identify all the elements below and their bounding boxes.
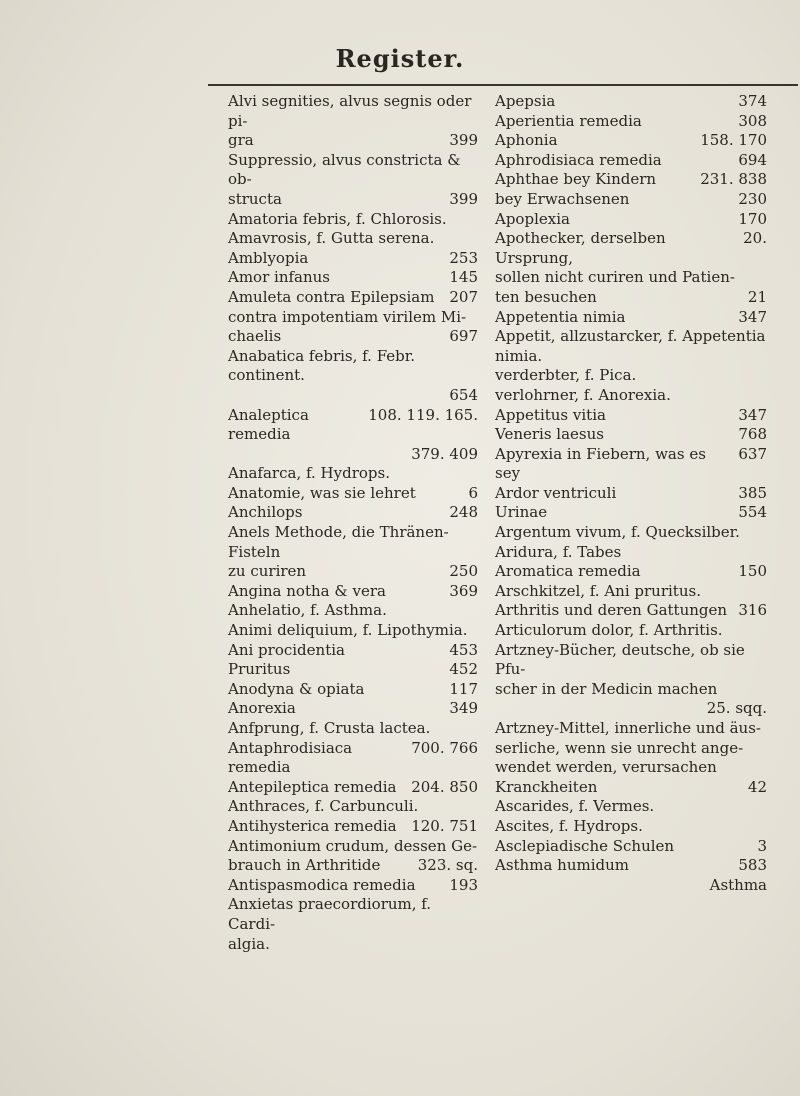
index-entry bbox=[495, 347, 767, 367]
index-entry bbox=[495, 484, 767, 504]
entry-page-ref: 554 bbox=[738, 503, 767, 522]
entry-page-ref: 369 bbox=[449, 581, 478, 600]
index-entry bbox=[495, 719, 767, 739]
index-entry bbox=[495, 210, 767, 230]
index-entry bbox=[495, 543, 767, 563]
entry-page-ref: 399 bbox=[449, 131, 478, 150]
entry-term: Anthraces, f. Carbunculi. bbox=[228, 797, 419, 816]
entry-page-ref: 694 bbox=[738, 150, 767, 169]
entry-term: Ardor ventriculi bbox=[495, 483, 617, 502]
index-entry bbox=[495, 386, 767, 406]
entry-term: Aridura, f. Tabes bbox=[495, 542, 622, 561]
index-entry bbox=[228, 308, 478, 328]
entry-term: Apothecker, derselben Ursprung, bbox=[495, 229, 666, 267]
index-entry bbox=[495, 190, 767, 210]
entry-term: algia. bbox=[228, 934, 270, 953]
entry-page-ref: 453 bbox=[449, 640, 478, 659]
index-entry bbox=[228, 856, 478, 876]
entry-term: Anels Methode, die Thränen-Fisteln bbox=[228, 523, 449, 561]
index-column-right bbox=[495, 92, 767, 895]
entry-page-ref: 347 bbox=[738, 405, 767, 424]
index-entry bbox=[495, 151, 767, 171]
entry-page-ref: 204. 850 bbox=[411, 777, 478, 796]
entry-term: Ascites, f. Hydrops. bbox=[495, 816, 643, 835]
entry-term: Anorexia bbox=[228, 699, 296, 718]
entry-term: Antispasmodica remedia bbox=[228, 875, 416, 894]
entry-page-ref: 42 bbox=[747, 777, 767, 796]
index-entry bbox=[495, 523, 767, 543]
index-entry bbox=[228, 641, 478, 661]
entry-page-ref: 230 bbox=[738, 189, 767, 208]
entry-page-ref: 323. sq. bbox=[417, 856, 478, 875]
index-entry bbox=[495, 641, 767, 680]
index-entry bbox=[228, 288, 478, 308]
entry-term: nimia. bbox=[495, 346, 543, 365]
index-entry bbox=[228, 210, 478, 230]
index-entry bbox=[495, 856, 767, 876]
index-entry bbox=[228, 229, 478, 249]
entry-page-ref: 117 bbox=[449, 679, 478, 698]
index-entry bbox=[228, 621, 478, 641]
entry-page-ref: 170 bbox=[738, 209, 767, 228]
entry-term: bey Erwachsenen bbox=[495, 189, 630, 208]
index-entry bbox=[495, 797, 767, 817]
entry-term: Pruritus bbox=[228, 660, 291, 679]
index-entry bbox=[228, 601, 478, 621]
index-entry bbox=[228, 699, 478, 719]
index-entry bbox=[228, 327, 478, 347]
entry-term: wendet werden, verursachen bbox=[495, 758, 717, 777]
index-entry bbox=[495, 288, 767, 308]
entry-page-ref: 25. sqq. bbox=[706, 699, 767, 718]
entry-term: Antepileptica remedia bbox=[228, 777, 397, 796]
entry-term: ten besuchen bbox=[495, 287, 597, 306]
entry-term: verderbter, f. Pica. bbox=[495, 366, 637, 385]
entry-term: Anchilops bbox=[228, 503, 303, 522]
entry-page-ref: 6 bbox=[468, 483, 478, 502]
entry-term: Amor infanus bbox=[228, 268, 330, 287]
index-entry bbox=[228, 386, 478, 406]
index-column-left bbox=[228, 92, 478, 954]
index-entry bbox=[495, 229, 767, 268]
entry-term: structa bbox=[228, 189, 282, 208]
entry-term: Aperientia remedia bbox=[495, 111, 642, 130]
index-entry bbox=[495, 562, 767, 582]
entry-term: Arthritis und deren Gattungen bbox=[495, 601, 728, 620]
entry-page-ref: 193 bbox=[449, 875, 478, 894]
entry-term: Apoplexia bbox=[495, 209, 570, 228]
index-entry bbox=[495, 170, 767, 190]
entry-page-ref: 120. 751 bbox=[411, 816, 478, 835]
entry-page-ref: 385 bbox=[738, 483, 767, 502]
header-rule bbox=[208, 84, 798, 86]
entry-page-ref: 3 bbox=[757, 836, 767, 855]
entry-page-ref: Asthma bbox=[709, 875, 767, 894]
entry-term: contra impotentiam virilem Mi- bbox=[228, 307, 467, 326]
index-entry bbox=[228, 719, 478, 739]
entry-term: Alvi segnities, alvus segnis oder pi- bbox=[228, 92, 472, 130]
entry-page-ref: 150 bbox=[738, 562, 767, 581]
entry-page-ref: 697 bbox=[449, 327, 478, 346]
index-entry bbox=[495, 778, 767, 798]
index-entry bbox=[228, 523, 478, 562]
entry-term: Amatoria febris, f. Chlorosis. bbox=[228, 209, 447, 228]
index-entry bbox=[495, 406, 767, 426]
entry-page-ref: 583 bbox=[738, 856, 767, 875]
index-entry bbox=[228, 562, 478, 582]
index-entry bbox=[228, 817, 478, 837]
index-entry bbox=[495, 582, 767, 602]
entry-page-ref: 768 bbox=[738, 425, 767, 444]
entry-term: Urinae bbox=[495, 503, 548, 522]
entry-term: Anabatica febris, f. Febr. continent. bbox=[228, 346, 416, 385]
entry-term: Ani procidentia bbox=[228, 640, 345, 659]
entry-term: Apepsia bbox=[495, 92, 556, 110]
index-entry bbox=[228, 406, 478, 445]
index-entry bbox=[228, 582, 478, 602]
index-entry bbox=[495, 268, 767, 288]
entry-term: zu curiren bbox=[228, 562, 307, 581]
entry-page-ref: 20. bbox=[743, 229, 767, 248]
entry-term: Ascarides, f. Vermes. bbox=[495, 797, 655, 816]
entry-page-ref: 349 bbox=[449, 699, 478, 718]
entry-term: Asclepiadische Schulen bbox=[495, 836, 675, 855]
entry-term: Veneris laesus bbox=[495, 425, 604, 444]
index-entry bbox=[495, 739, 767, 759]
index-entry bbox=[495, 837, 767, 857]
index-entry bbox=[495, 817, 767, 837]
entry-page-ref: 21 bbox=[747, 287, 767, 306]
index-entry bbox=[228, 347, 478, 386]
entry-term: Anfprung, f. Crusta lactea. bbox=[228, 719, 431, 737]
entry-page-ref: 253 bbox=[449, 248, 478, 267]
index-entry bbox=[228, 190, 478, 210]
entry-term: Antimonium crudum, dessen Ge- bbox=[228, 836, 478, 855]
index-entry bbox=[228, 131, 478, 151]
entry-term: Arschkitzel, f. Ani pruritus. bbox=[495, 581, 701, 600]
index-entry bbox=[495, 112, 767, 132]
index-entry bbox=[228, 739, 478, 778]
index-entry bbox=[228, 445, 478, 465]
entry-page-ref: 250 bbox=[449, 562, 478, 581]
entry-term: Antihysterica remedia bbox=[228, 816, 397, 835]
entry-page-ref: 308 bbox=[738, 111, 767, 130]
entry-term: Argentum vivum, f. Quecksilber. bbox=[495, 523, 740, 542]
entry-term: Analeptica remedia bbox=[228, 405, 309, 444]
entry-term: Appetit, allzustarcker, f. Appetentia bbox=[495, 327, 766, 346]
index-entry bbox=[495, 876, 767, 896]
entry-page-ref: 654 bbox=[449, 385, 478, 404]
index-entry bbox=[228, 797, 478, 817]
entry-page-ref: 700. 766 bbox=[411, 738, 478, 757]
index-entry bbox=[495, 758, 767, 778]
index-entry bbox=[495, 131, 767, 151]
index-entry bbox=[495, 445, 767, 484]
index-entry bbox=[495, 601, 767, 621]
entry-page-ref: 207 bbox=[449, 287, 478, 306]
entry-term: Kranckheiten bbox=[495, 777, 598, 796]
entry-term: gra bbox=[228, 131, 254, 150]
entry-term: Anafarca, f. Hydrops. bbox=[228, 464, 390, 483]
index-entry bbox=[495, 327, 767, 347]
entry-term: Suppressio, alvus constricta & ob- bbox=[228, 150, 461, 189]
index-entry bbox=[228, 660, 478, 680]
entry-term: Artzney-Bücher, deutsche, ob sie Pfu- bbox=[495, 640, 745, 679]
entry-term: chaelis bbox=[228, 327, 282, 346]
index-entry bbox=[228, 464, 478, 484]
index-entry bbox=[495, 699, 767, 719]
entry-page-ref: 637 bbox=[738, 444, 767, 463]
entry-page-ref: 248 bbox=[449, 503, 478, 522]
index-entry bbox=[228, 92, 478, 131]
page-title: Register. bbox=[335, 44, 465, 73]
index-entry bbox=[495, 366, 767, 386]
index-entry bbox=[228, 895, 478, 934]
index-entry bbox=[228, 268, 478, 288]
index-entry bbox=[228, 249, 478, 269]
index-entry bbox=[228, 680, 478, 700]
entry-term: Artzney-Mittel, innerliche und äus- bbox=[495, 719, 761, 737]
index-entry bbox=[228, 778, 478, 798]
index-entry bbox=[228, 503, 478, 523]
entry-term: Asthma humidum bbox=[495, 856, 629, 875]
index-entry bbox=[495, 308, 767, 328]
entry-page-ref: 347 bbox=[738, 307, 767, 326]
entry-page-ref: 145 bbox=[449, 268, 478, 287]
index-entry bbox=[495, 503, 767, 523]
index-entry bbox=[228, 837, 478, 857]
entry-term: Aphrodisiaca remedia bbox=[495, 150, 662, 169]
entry-page-ref: 452 bbox=[449, 660, 478, 679]
entry-term: Appetitus vitia bbox=[495, 405, 606, 424]
entry-term: Animi deliquium, f. Lipothymia. bbox=[228, 621, 468, 640]
entry-term: Anatomie, was sie lehret bbox=[228, 483, 416, 502]
index-entry bbox=[495, 92, 767, 112]
entry-term: Appetentia nimia bbox=[495, 307, 626, 326]
index-entry bbox=[495, 680, 767, 700]
entry-term: Anhelatio, f. Asthma. bbox=[228, 601, 387, 620]
entry-page-ref: 379. 409 bbox=[411, 444, 478, 463]
index-entry bbox=[228, 151, 478, 190]
index-entry bbox=[495, 425, 767, 445]
entry-term: Amavrosis, f. Gutta serena. bbox=[228, 229, 435, 248]
entry-page-ref: 108. 119. 165. bbox=[368, 405, 478, 424]
entry-page-ref: 231. 838 bbox=[700, 170, 767, 189]
index-entry bbox=[228, 935, 478, 955]
index-entry bbox=[495, 621, 767, 641]
entry-term: Articulorum dolor, f. Arthritis. bbox=[495, 621, 723, 640]
entry-term: Angina notha & vera bbox=[228, 581, 386, 600]
entry-page-ref: 316 bbox=[738, 601, 767, 620]
entry-term: Aphthae bey Kindern bbox=[495, 170, 657, 189]
entry-term: sollen nicht curiren und Patien- bbox=[495, 268, 735, 287]
entry-term: brauch in Arthritide bbox=[228, 856, 381, 875]
entry-term: scher in der Medicin machen bbox=[495, 679, 718, 698]
entry-term: Anxietas praecordiorum, f. Cardi- bbox=[228, 895, 432, 933]
index-entry bbox=[228, 484, 478, 504]
entry-page-ref: 399 bbox=[449, 189, 478, 208]
entry-term: Antaphrodisiaca remedia bbox=[228, 738, 353, 777]
entry-term: Aromatica remedia bbox=[495, 562, 641, 581]
entry-page-ref: 158. 170 bbox=[700, 131, 767, 150]
entry-term: Amuleta contra Epilepsiam bbox=[228, 287, 435, 306]
entry-term: serliche, wenn sie unrecht ange- bbox=[495, 738, 744, 757]
entry-term: Apyrexia in Fiebern, was es sey bbox=[495, 444, 706, 483]
index-entry bbox=[228, 876, 478, 896]
entry-term: Amblyopia bbox=[228, 248, 309, 267]
entry-term: Aphonia bbox=[495, 131, 558, 150]
entry-term: Anodyna & opiata bbox=[228, 679, 365, 698]
entry-term: verlohrner, f. Anorexia. bbox=[495, 385, 671, 404]
entry-page-ref: 374 bbox=[738, 92, 767, 110]
